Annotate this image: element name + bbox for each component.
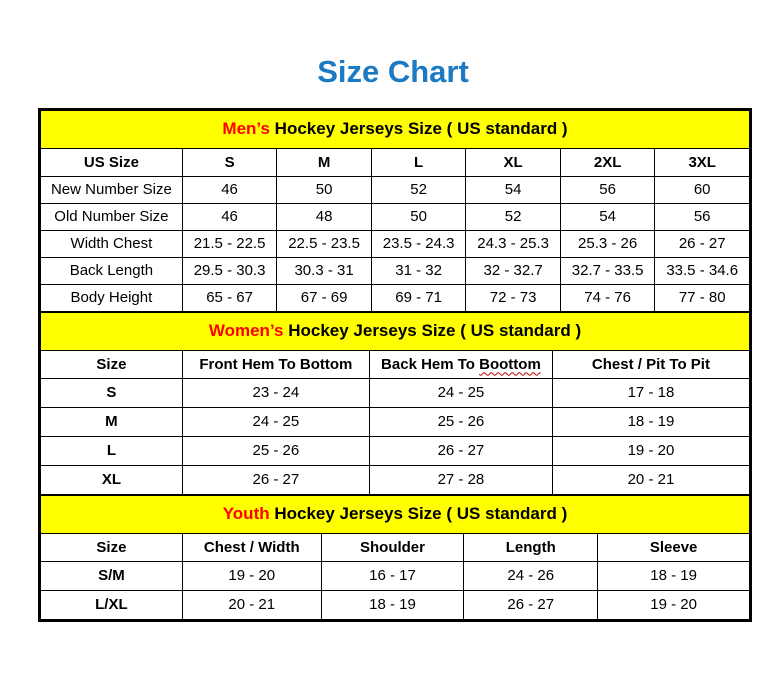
cell: 23.5 - 24.3 [371,230,466,257]
cell: 69 - 71 [371,284,466,311]
col-header-back-hem [369,350,552,378]
cell: 20 - 21 [552,465,749,494]
cell: 31 - 32 [371,257,466,284]
womens-section-title [41,312,750,350]
table-row-width-chest [41,230,750,257]
cell: 23 - 24 [182,378,369,407]
cell: 56 [655,203,750,230]
col-header-chest-pit: Chest / Pit To Pit [552,350,749,378]
cell: 29.5 - 30.3 [182,257,277,284]
col-header-size: Size [41,350,183,378]
cell: 25 - 26 [182,436,369,465]
col-header-m: M [277,148,372,176]
cell: 16 - 17 [321,561,464,590]
womens-section-header [41,312,750,350]
cell: 26 - 27 [655,230,750,257]
table-row-lxl [41,590,750,619]
cell: 46 [182,176,277,203]
cell: 32.7 - 33.5 [560,257,655,284]
size-chart-container [38,108,752,622]
cell: 26 - 27 [369,436,552,465]
cell: 54 [466,176,561,203]
womens-title-highlight: Women’s [208,321,284,341]
mens-title-rest: Hockey Jerseys Size ( US standard ) [269,119,568,139]
cell: 19 - 20 [182,561,321,590]
cell: 56 [560,176,655,203]
cell: 77 - 80 [655,284,750,311]
cell: 54 [560,203,655,230]
mens-title-highlight: Men’s [222,119,270,139]
table-row-new-number-size [41,176,750,203]
cell: 24 - 25 [182,407,369,436]
back-hem-prefix: Back Hem To [381,355,480,373]
table-row-l [41,436,750,465]
cell: 50 [277,176,372,203]
cell: 27 - 28 [369,465,552,494]
col-header-s: S [182,148,277,176]
cell: 50 [371,203,466,230]
row-label: L/XL [41,590,183,619]
cell: 21.5 - 22.5 [182,230,277,257]
page-title: Size Chart [317,54,469,89]
row-label: Width Chest [41,230,183,257]
cell: 17 - 18 [552,378,749,407]
cell: 52 [371,176,466,203]
row-label: M [41,407,183,436]
table-row-back-length [41,257,750,284]
col-header-2xl: 2XL [560,148,655,176]
col-header-sleeve: Sleeve [598,533,750,561]
cell: 18 - 19 [552,407,749,436]
row-label: S [41,378,183,407]
misspelled-word: Boottom [479,355,541,373]
youth-title-rest: Hockey Jerseys Size ( US standard ) [269,504,568,524]
youth-section-title [41,495,750,533]
cell: 26 - 27 [464,590,598,619]
table-row-s [41,378,750,407]
col-header-l: L [371,148,466,176]
mens-section-header [41,110,750,148]
cell: 67 - 69 [277,284,372,311]
table-row-xl [41,465,750,494]
cell: 48 [277,203,372,230]
cell: 60 [655,176,750,203]
col-header-chest-width: Chest / Width [182,533,321,561]
youth-header-row [41,533,750,561]
cell: 65 - 67 [182,284,277,311]
mens-header-row [41,148,750,176]
cell: 24 - 26 [464,561,598,590]
col-header-length: Length [464,533,598,561]
cell: 19 - 20 [598,590,750,619]
row-label: Old Number Size [41,203,183,230]
col-header-us-size: US Size [41,148,183,176]
col-header-size: Size [41,533,183,561]
womens-title-rest: Hockey Jerseys Size ( US standard ) [283,321,582,341]
cell: 26 - 27 [182,465,369,494]
row-label: Back Length [41,257,183,284]
col-header-shoulder: Shoulder [321,533,464,561]
youth-section-header [41,495,750,533]
cell: 72 - 73 [466,284,561,311]
col-header-front-hem: Front Hem To Bottom [182,350,369,378]
table-row-body-height [41,284,750,311]
cell: 74 - 76 [560,284,655,311]
cell: 30.3 - 31 [277,257,372,284]
cell: 18 - 19 [598,561,750,590]
table-row-old-number-size [41,203,750,230]
womens-size-table [40,312,750,495]
row-label: XL [41,465,183,494]
cell: 20 - 21 [182,590,321,619]
row-label: Body Height [41,284,183,311]
cell: 19 - 20 [552,436,749,465]
cell: 25.3 - 26 [560,230,655,257]
mens-section-title [41,110,750,148]
row-label: S/M [41,561,183,590]
cell: 33.5 - 34.6 [655,257,750,284]
row-label: New Number Size [41,176,183,203]
womens-header-row [41,350,750,378]
cell: 18 - 19 [321,590,464,619]
cell: 46 [182,203,277,230]
table-row-m [41,407,750,436]
col-header-xl: XL [466,148,561,176]
youth-size-table [40,495,750,620]
table-row-sm [41,561,750,590]
cell: 25 - 26 [369,407,552,436]
col-header-3xl: 3XL [655,148,750,176]
cell: 32 - 32.7 [466,257,561,284]
cell: 24.3 - 25.3 [466,230,561,257]
cell: 24 - 25 [369,378,552,407]
youth-title-highlight: Youth [222,504,270,524]
row-label: L [41,436,183,465]
cell: 22.5 - 23.5 [277,230,372,257]
cell: 52 [466,203,561,230]
mens-size-table [40,110,750,312]
